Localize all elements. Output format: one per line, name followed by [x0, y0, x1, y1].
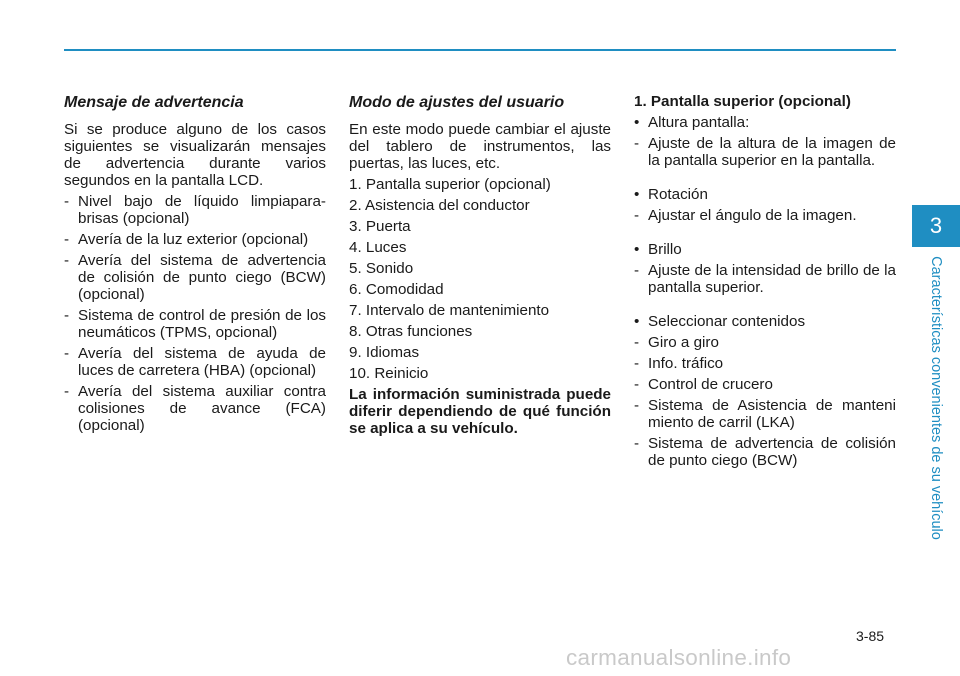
list-item: - Sistema de control de presión de los neumáticos (TPMS, opcional) — [64, 307, 326, 341]
list-item: - Ajuste de la altura de la imagen de la pantalla superior en la pantalla. — [634, 135, 896, 169]
bullet-item: • Altura pantalla: — [634, 114, 750, 131]
list-item: 1. Pantalla superior (opcional) — [349, 176, 551, 193]
list-item: - Avería del sistema de ayuda de luces de carretera (HBA) (opcional) — [64, 345, 326, 379]
list-item: 2. Asistencia del conductor — [349, 197, 530, 214]
list-item: - Sistema de Asistencia de manteni miento de carril (LKA) — [634, 397, 896, 431]
watermark: carmanualsonline.info — [566, 645, 792, 670]
list-item: - Sistema de advertencia de colisión de punto ciego (BCW) — [634, 435, 896, 469]
list-item: 3. Puerta — [349, 218, 411, 235]
column-warning-messages — [64, 93, 326, 438]
list-item: - Avería del sistema de advertencia de colisión de punto ciego (BCW) (opcional) — [64, 252, 326, 303]
list-item: 9. Idiomas — [349, 344, 420, 361]
sub-list — [634, 262, 896, 296]
column-user-settings — [349, 93, 611, 441]
warning-list — [64, 193, 326, 434]
sub-list — [634, 207, 896, 224]
list-item: - Ajustar el ángulo de la imagen. — [634, 207, 857, 224]
column-head-up-display — [634, 93, 896, 473]
top-rule — [64, 49, 896, 51]
list-item: - Nivel bajo de líquido limpiapara-brisas (opcional) — [64, 193, 326, 227]
list-item: 6. Comodidad — [349, 281, 444, 298]
list-item: 8. Otras funciones — [349, 323, 473, 340]
intro-paragraph: En este modo puede cambiar el ajuste del tablero de instrumentos, las puertas, las luces, etc. — [349, 121, 611, 172]
sub-list — [634, 135, 896, 169]
intro-paragraph: Si se produce alguno de los casos siguientes se visualizarán mensajes de advertencia durante varios segundos en la pantalla LCD. — [64, 121, 326, 189]
sub-list — [634, 334, 896, 469]
bullet-item: • Brillo — [634, 241, 682, 258]
list-item: - Info. tráfico — [634, 355, 724, 372]
list-item: - Control de crucero — [634, 376, 773, 393]
chapter-title: Características convenientes de su vehículo — [928, 256, 944, 540]
list-item: 4. Luces — [349, 239, 407, 256]
chapter-tab: 3 — [912, 205, 960, 247]
settings-list — [349, 176, 611, 382]
list-item: - Ajuste de la intensidad de brillo de la pantalla superior. — [634, 262, 896, 296]
bullet-item: • Seleccionar contenidos — [634, 313, 806, 330]
bullet-item: • Rotación — [634, 186, 708, 203]
note-paragraph: La información suministrada puede diferir dependiendo de qué función se aplica a su vehículo. — [349, 386, 611, 437]
section-heading: Mensaje de advertencia — [64, 94, 244, 111]
list-item: 5. Sonido — [349, 260, 414, 277]
subsection-heading: 1. Pantalla superior (opcional) — [634, 93, 851, 110]
list-item: - Avería de la luz exterior (opcional) — [64, 231, 309, 248]
list-item: - Avería del sistema auxiliar contra colisiones de avance (FCA) (opcional) — [64, 383, 326, 434]
list-item: 10. Reinicio — [349, 365, 429, 382]
page-number: 3-85 — [856, 628, 885, 644]
list-item: - Giro a giro — [634, 334, 719, 351]
list-item: 7. Intervalo de mantenimiento — [349, 302, 550, 319]
section-heading: Modo de ajustes del usuario — [349, 94, 565, 111]
